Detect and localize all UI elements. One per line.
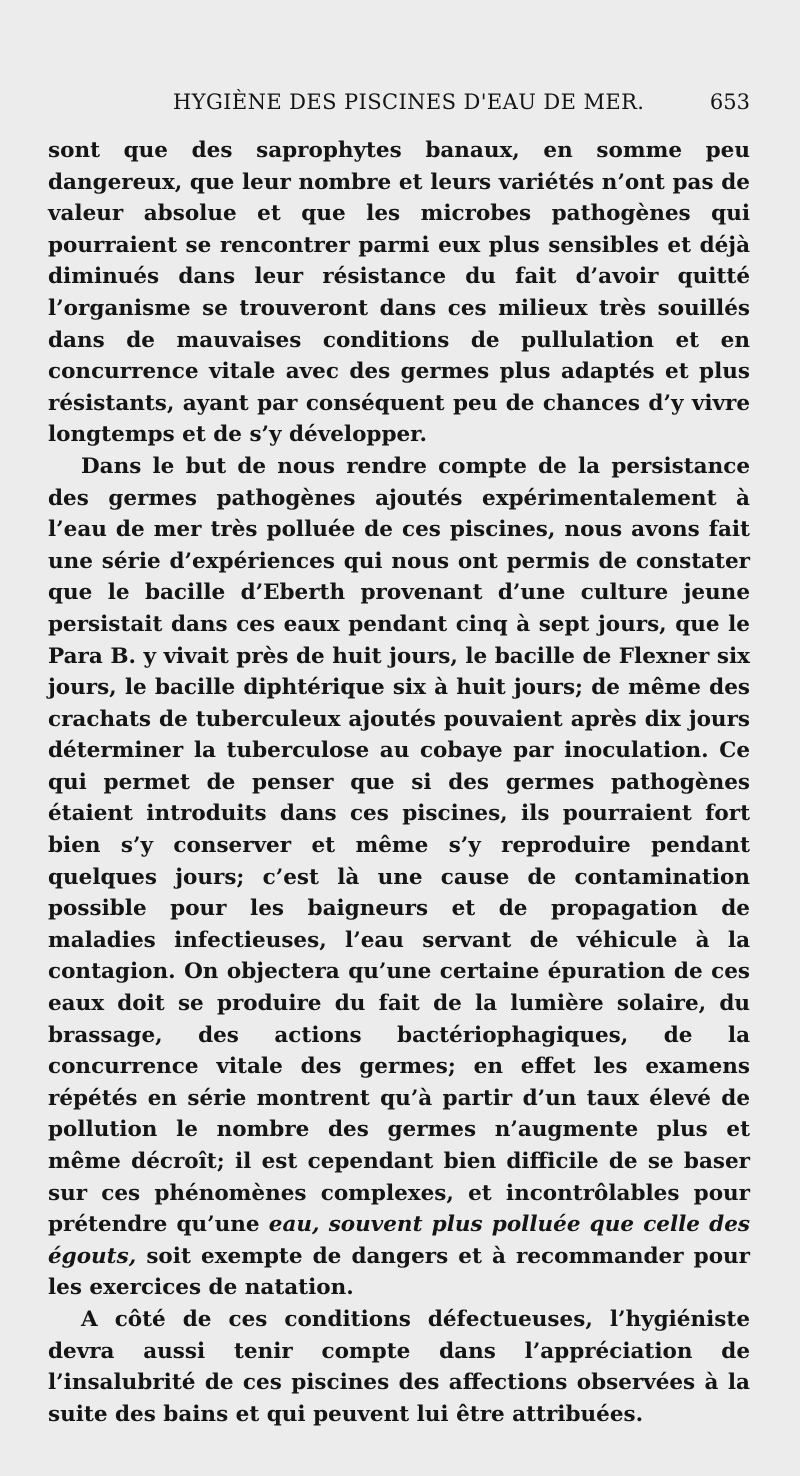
running-header bbox=[48, 90, 750, 122]
paragraph-2-text: Dans le but de nous rendre compte de la persistance des germes pathogènes ajoutés expérimentalement à l’eau de mer très polluée de ces piscines, nous avons fait une série d’expériences qui nous ont permis de constater que le bacille d’Eberth provenant d’une culture jeune persistait dans ces eaux pendant cinq à sept jours, que le Para B. y vivait près de huit jours, le bacille de Flexner six jours, le bacille diphtérique six à huit jours; de même des crachats de tuberculeux ajoutés pouvaient après dix jours déterminer la tuberculose au cobaye par inoculation. Ce qui permet de penser que si des germes pathogènes étaient introduits dans ces piscines, ils pourraient fort bien s’y conserver et même s’y reproduire pendant quelques jours; c’est là une cause de contamination possible pour les baigneurs et de propagation de maladies infectieuses, l’eau servant de véhicule à la contagion. On objectera qu’une certaine épuration de ces eaux doit se produire du fait de la lumière solaire, du brassage, des actions bactériophagiques, de la concurrence vitale des germes; en effet les examens répétés en série montrent qu’à partir d’un taux élevé de pollution le nombre des germes n’augmente plus et même décroît; il est cependant bien difficile de se baser sur ces phénomènes complexes, et incontrôlables pour prétendre qu’une bbox=[48, 453, 750, 1238]
running-title: HYGIÈNE DES PISCINES D'EAU DE MER. bbox=[173, 90, 645, 114]
page-number: 653 bbox=[709, 90, 750, 114]
paragraph-1: sont que des saprophytes banaux, en somme peu dangereux, que leur nombre et leurs variétés n’ont pas de valeur absolue et que les microbes pathogènes qui pourraient se rencontrer parmi eux plus sensibles et déjà diminués dans leur résistance du fait d’avoir quitté l’organisme se trouveront dans ces milieux très souillés dans de mauvaises conditions de pullulation et en concurrence vitale avec des germes plus adaptés et plus résistants, ayant par conséquent peu de chances d’y vivre longtemps et de s’y développer. bbox=[48, 138, 750, 448]
italic-phrase: eau, souvent plus polluée que celle des égouts, bbox=[48, 1212, 750, 1269]
body-text bbox=[48, 135, 750, 1430]
paragraph-2-tail: soit exempte de dangers et à recommander pour les exercices de natation. bbox=[48, 1243, 750, 1301]
paragraph-3: A côté de ces conditions défectueuses, l’hygiéniste devra aussi tenir compte dans l’appréciation de l’insalubrité de ces piscines des affections observées à la suite des bains et qui peuvent lui être attribuées. bbox=[48, 1306, 750, 1427]
paragraph-2 bbox=[48, 451, 750, 1304]
